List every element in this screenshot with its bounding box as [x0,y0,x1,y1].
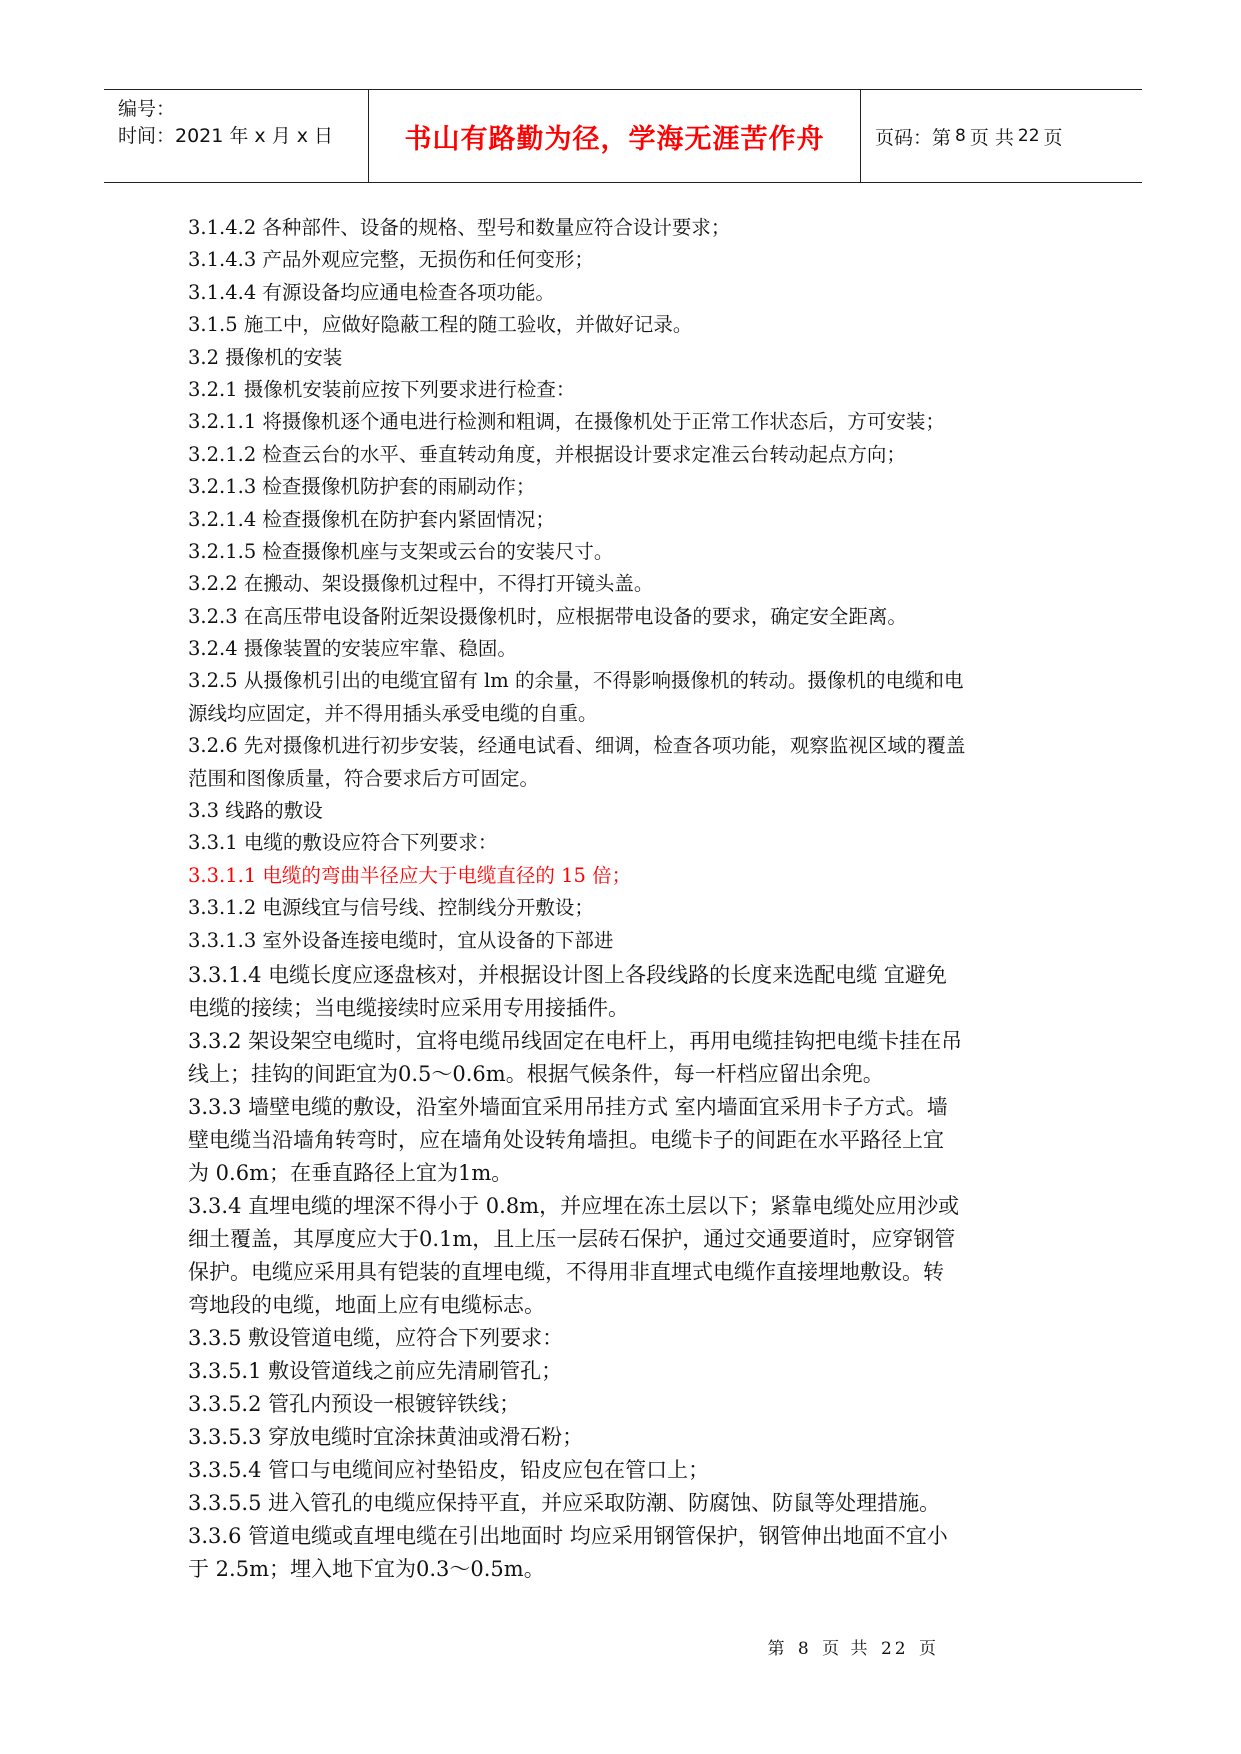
paragraph-line: 电缆的接续；当电缆接续时应采用专用接插件。 [188,995,629,1020]
paragraph-line: 3.3.5.3 穿放电缆时宜涂抹黄油或滑石粉； [188,1424,584,1449]
paragraph-line: 3.2.1.3 检查摄像机防护套的雨刷动作； [188,475,536,499]
section-heading: 3.2 摄像机的安装 [188,345,343,369]
paragraph-line: 3.1.4.4 有源设备均应通电检查各项功能。 [188,280,555,304]
header-motto: 书山有路勤为径，学海无涯苦作舟 [369,90,861,182]
section-heading: 3.3 线路的敷设 [188,799,323,823]
page-header [104,89,1142,183]
paragraph-line: 源线均应固定，并不得用插头承受电缆的自重。 [188,701,598,725]
footer-current-page: 8 [797,1639,812,1659]
paragraph-line: 3.3.4 直埋电缆的埋深不得小于 0.8m，并应埋在冻土层以下；紧靠电缆处应用沙或 [188,1193,960,1218]
paragraph-line: 3.2.1.4 检查摄像机在防护套内紧固情况； [188,507,555,531]
paragraph-line: 于 2.5m；埋入地下宜为0.3～0.5m。 [188,1556,545,1581]
footer-total-pages: 22 [880,1639,909,1659]
paragraph-line: 3.2.6 先对摄像机进行初步安装，经通电试看、细调，检查各项功能，观察监视区域的覆盖 [188,734,966,758]
paragraph-line: 3.3.5.1 敷设管道线之前应先清刷管孔； [188,1358,563,1383]
document-time: 时间：2021 年 x 月 x 日 [118,125,334,147]
paragraph-line: 3.2.5 从摄像机引出的电缆宜留有 lm 的余量，不得影响摄像机的转动。摄像机的电缆和电 [188,669,964,693]
paragraph-line: 线上；挂钩的间距宜为0.5～0.6m。根据气候条件，每一杆档应留出余兜。 [188,1061,884,1086]
paragraph-line: 3.2.1.1 将摄像机逐个通电进行检测和粗调，在摄像机处于正常工作状态后，方可安装； [188,410,945,434]
footer-suffix: 页 [919,1639,939,1659]
paragraph-line: 3.2.4 摄像装置的安装应牢靠、稳固。 [188,637,517,661]
paragraph-line: 3.1.4.2 各种部件、设备的规格、型号和数量应符合设计要求； [188,216,731,239]
paragraph-line: 弯地段的电缆，地面上应有电缆标志。 [188,1292,545,1317]
document-body [188,212,1078,1586]
page-suffix: 页 [1043,126,1063,149]
paragraph-line: 3.3.5.2 管孔内预设一根镀锌铁线； [188,1391,521,1416]
paragraph-line: 3.1.4.3 产品外观应完整，无损伤和任何变形； [188,248,594,272]
paragraph-line: 3.2.1.2 检查云台的水平、垂直转动角度，并根据设计要求定准云台转动起点方向； [188,442,906,466]
header-page-number [861,90,1142,182]
paragraph-line: 3.3.5 敷设管道电缆，应符合下列要求： [188,1325,564,1350]
paragraph-line: 3.3.2 架设架空电缆时，宜将电缆吊线固定在电杆上，再用电缆挂钩把电缆卡挂在吊 [188,1028,963,1053]
footer-mid: 页 共 [822,1639,871,1659]
page-mid: 页 共 [969,126,1014,149]
paragraph-line: 壁电缆当沿墙角转弯时，应在墙角处设转角墙担。电缆卡子的间距在水平路径上宜 [188,1127,944,1152]
paragraph-line: 3.2.2 在搬动、架设摄像机过程中，不得打开镜头盖。 [188,572,654,596]
page-total: 22 [1017,126,1040,146]
paragraph-line: 3.1.5 施工中，应做好隐蔽工程的随工验收，并做好记录。 [188,313,693,337]
paragraph-line: 3.2.1 摄像机安装前应按下列要求进行检查： [188,377,576,401]
paragraph-line: 3.3.5.4 管口与电缆间应衬垫铅皮，铅皮应包在管口上； [188,1457,710,1482]
header-meta [104,90,369,182]
page-footer [768,1634,940,1659]
paragraph-line: 为 0.6m；在垂直路径上宜为1m。 [188,1160,513,1185]
paragraph-line: 3.2.3 在高压带电设备附近架设摄像机时，应根据带电设备的要求，确定安全距离。 [188,604,907,628]
highlighted-paragraph-line: 3.3.1.1 电缆的弯曲半径应大于电缆直径的 15 倍； [188,863,632,887]
paragraph-line: 3.3.5.5 进入管孔的电缆应保持平直，并应采取防潮、防腐蚀、防鼠等处理措施。 [188,1490,941,1515]
paragraph-line: 范围和图像质量，符合要求后方可固定。 [188,766,540,790]
paragraph-line: 细土覆盖，其厚度应大于0.1m，且上压一层砖石保护，通过交通要道时，应穿钢管 [188,1226,956,1251]
footer-prefix: 第 [767,1639,788,1659]
paragraph-line: 3.3.3 墙壁电缆的敷设，沿室外墙面宜采用吊挂方式 室内墙面宜采用卡子方式。墙 [188,1094,948,1119]
paragraph-line: 3.3.1.3 室外设备连接电缆时，宜从设备的下部进 [188,928,614,952]
paragraph-line: 3.2.1.5 检查摄像机座与支架或云台的安装尺寸。 [188,539,614,563]
paragraph-line: 保护。电缆应采用具有铠装的直埋电缆，不得用非直埋式电缆作直接埋地敷设。转 [188,1259,944,1284]
document-number-label: 编号： [118,98,176,120]
page-current: 8 [955,126,966,146]
paragraph-line: 3.3.1 电缆的敷设应符合下列要求： [188,831,498,855]
paragraph-line: 3.3.6 管道电缆或直埋电缆在引出地面时 均应采用钢管保护，钢管伸出地面不宜小 [188,1523,948,1548]
paragraph-line: 3.3.1.2 电源线宜与信号线、控制线分开敷设； [188,896,594,920]
paragraph-line: 3.3.1.4 电缆长度应逐盘核对，并根据设计图上各段线路的长度来选配电缆 宜避免 [188,962,947,987]
page-prefix: 页码：第 [875,126,952,149]
